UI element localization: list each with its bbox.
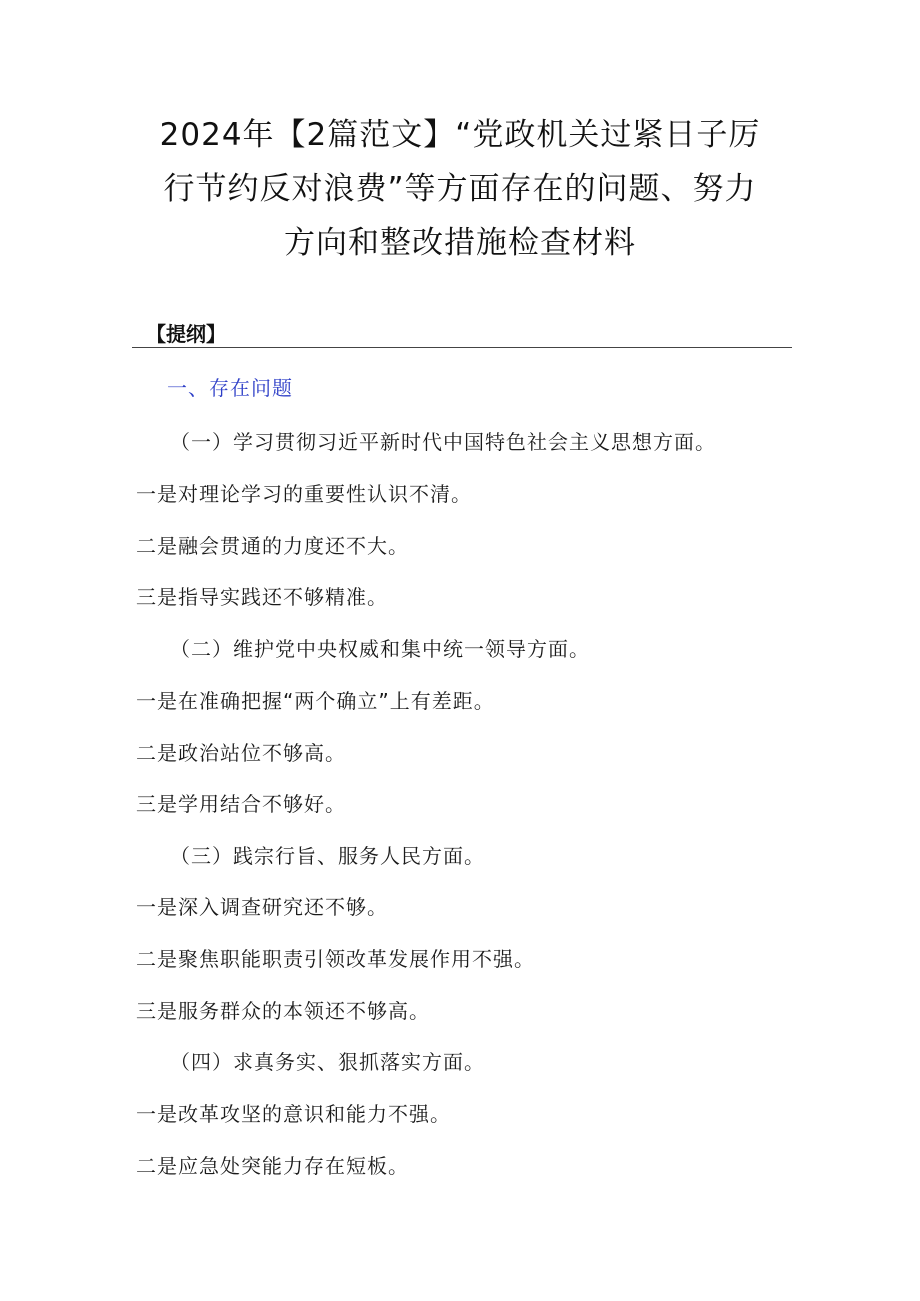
- document-title: [120, 108, 800, 270]
- list-item: 一是在准确把握“两个确立”上有差距。: [136, 689, 495, 713]
- list-item: 二是聚焦职能职责引领改革发展作用不强。: [136, 947, 535, 971]
- list-item: 二是政治站位不够高。: [136, 741, 346, 765]
- section-heading: 一、存在问题: [167, 376, 293, 400]
- divider: [132, 347, 792, 348]
- list-item: 三是服务群众的本领还不够高。: [136, 999, 430, 1023]
- list-item: 二是应急处突能力存在短板。: [136, 1154, 409, 1178]
- list-item: 一是深入调查研究还不够。: [136, 895, 388, 919]
- list-item: 一是对理论学习的重要性认识不清。: [136, 482, 472, 506]
- subsection-title: （三）践宗行旨、服务人民方面。: [170, 844, 485, 868]
- title-line: 行节约反对浪费”等方面存在的问题、努力: [163, 171, 757, 207]
- subsection-title: （四）求真务实、狠抓落实方面。: [170, 1050, 485, 1074]
- title-line: 方向和整改措施检查材料: [284, 225, 636, 261]
- list-item: 三是学用结合不够好。: [136, 792, 346, 816]
- list-item: 一是改革攻坚的意识和能力不强。: [136, 1102, 451, 1126]
- list-item: 二是融会贯通的力度还不大。: [136, 534, 409, 558]
- list-item: 三是指导实践还不够精准。: [136, 585, 388, 609]
- title-line: 2024年【2篇范文】“党政机关过紧日子厉: [159, 117, 761, 153]
- subsection-title: （一）学习贯彻习近平新时代中国特色社会主义思想方面。: [170, 430, 716, 454]
- outline-label: 【提纲】: [146, 322, 226, 346]
- subsection-title: （二）维护党中央权威和集中统一领导方面。: [170, 637, 590, 661]
